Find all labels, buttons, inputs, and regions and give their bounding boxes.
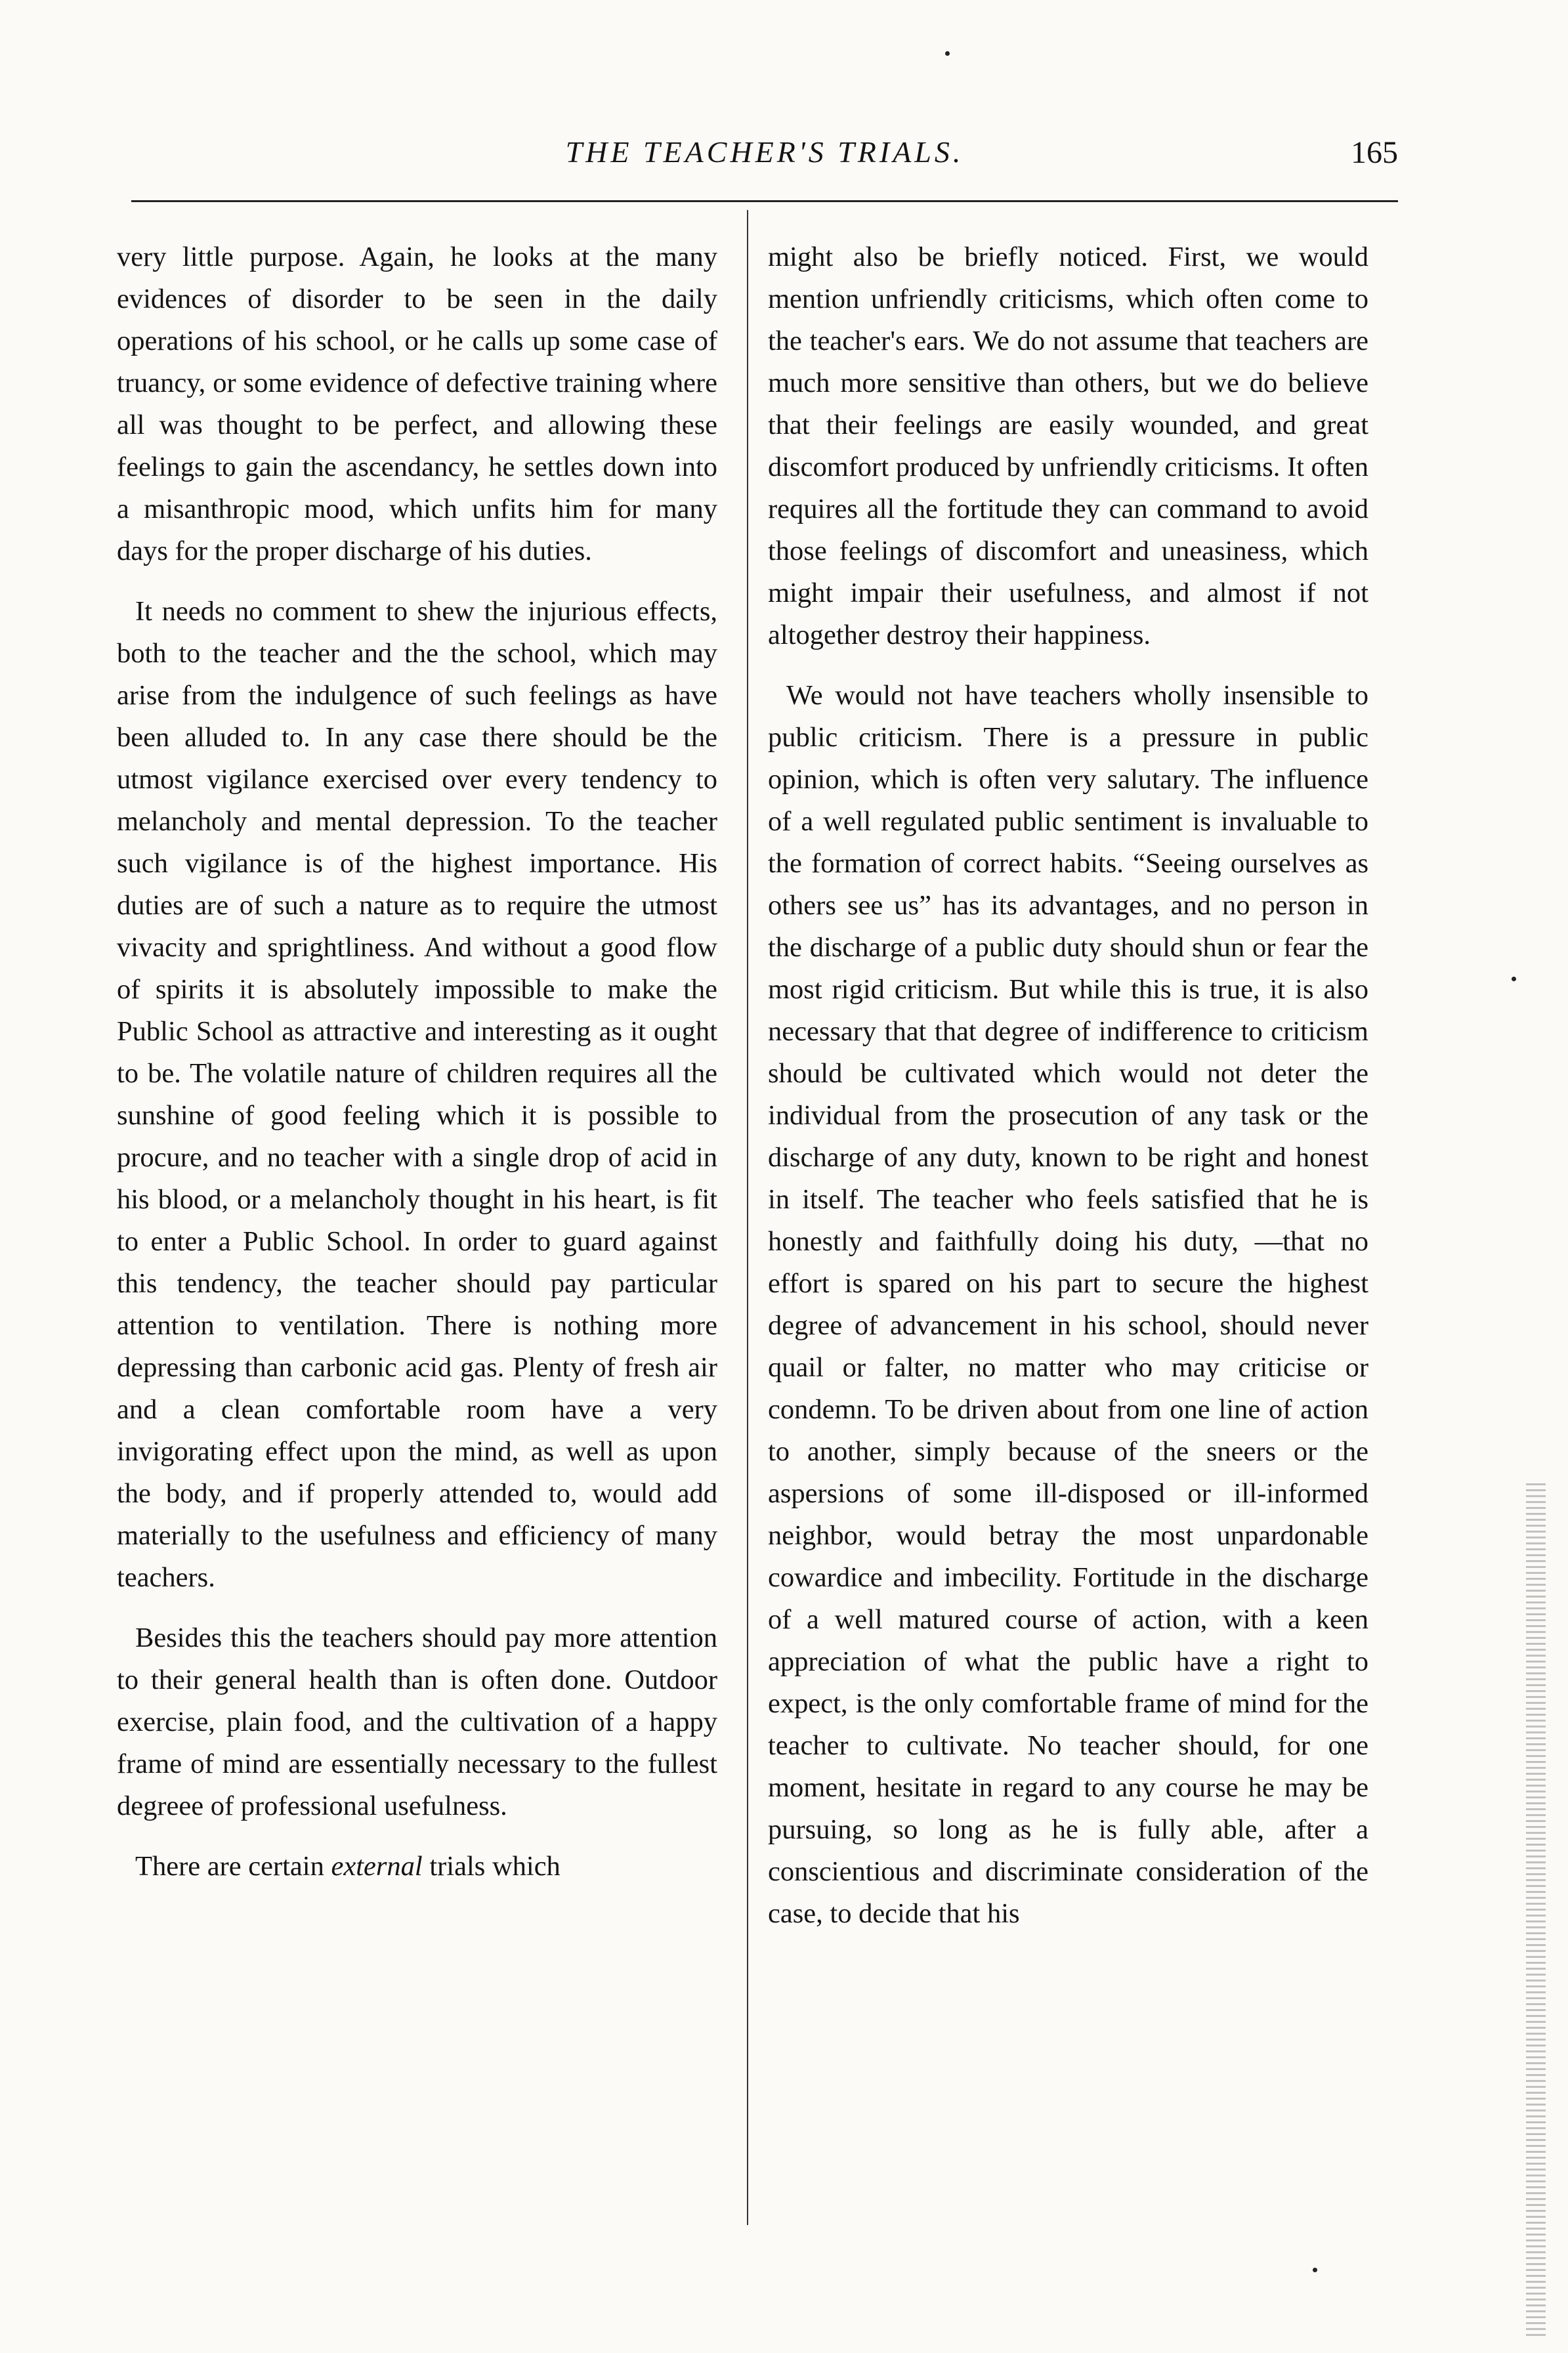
- running-header: [131, 135, 1398, 180]
- paragraph: It needs no comment to shew the injurious effects, both to the teacher and the the school, which may arise from the indulgence of such feelings as have been alluded to. In any case there should be the utmost vigilance exercised over every tendency to melancholy and mental depression. To the teacher such vigilance is of the highest importance. His duties are of such a nature as to require the utmost vivacity and sprightliness. And without a good flow of spirits it is absolutely impossible to make the Public School as attractive and interesting as it ought to be. The volatile nature of children requires all the sunshine of good feeling which it is possible to procure, and no teacher with a single drop of acid in his blood, or a melancholy thought in his heart, is fit to enter a Public School. In order to guard against this tendency, the teacher should pay particular attention to ventilation. There is nothing more depressing than carbonic acid gas. Plenty of fresh air and a clean comfortable room have a very invigorating effect upon the mind, as well as upon the body, and if properly attended to, would add materially to the usefulness and efficiency of many teachers.: [117, 596, 717, 1593]
- ink-speck: [945, 51, 950, 56]
- scan-edge-noise: [1526, 1483, 1546, 2337]
- paragraph: might also be briefly noticed. First, we would mention unfriendly criticisms, which often come to the teacher's ears. We do not assume that teachers are much more sensitive than others, but we do believe that their feelings are easily wounded, and great discomfort produced by unfriendly criticisms. It often requires all the fortitude they can command to avoid those feelings of discomfort and uneasiness, which might impair their usefulness, and almost if not altogether destroy their happiness.: [768, 242, 1368, 650]
- paragraph-end: trials which: [429, 1851, 561, 1882]
- header-rule: [131, 200, 1398, 202]
- column-divider: [747, 210, 748, 2225]
- left-column: [117, 236, 717, 2225]
- ink-speck: [1512, 977, 1516, 981]
- running-title: THE TEACHER'S TRIALS.: [565, 135, 964, 169]
- ink-speck: [1313, 2268, 1317, 2272]
- paragraph: We would not have teachers wholly insensible to public criticism. There is a pressure in public opinion, which is often very salutary. The influence of a well regulated public sentiment is invaluable to the formation of correct habits. “Seeing ourselves as others see us” has its advantages, and no person in the discharge of a public duty should shun or fear the most rigid criticism. But while this is true, it is also necessary that that degree of indifference to criticism should be cultivated which would not deter the individual from the prosecution of any task or the discharge of any duty, known to be right and honest in itself. The teacher who feels satisfied that he is honestly and faithfully doing his duty, —that no effort is spared on his part to secure the highest degree of advancement in his school, should never quail or falter, no matter who may criticise or condemn. To be driven about from one line of action to another, simply because of the sneers or the aspersions of some ill-disposed or ill-informed neighbor, would betray the most unpardonable cowardice and imbecility. Fortitude in the discharge of a well matured course of action, with a keen appreciation of what the public have a right to expect, is the only comfortable frame of mind for the teacher to cultivate. No teacher should, for one moment, hesitate in regard to any course he may be pursuing, so long as he is fully able, after a conscientious and discriminate consideration of the case, to decide that his: [768, 680, 1368, 1929]
- paragraph: Besides this the teachers should pay more attention to their general health than is often done. Outdoor exercise, plain food, and the cultivation of a happy frame of mind are essentially necessary to the fullest degreee of professional usefulness.: [117, 1622, 717, 1821]
- paragraph: [117, 1846, 717, 1888]
- page-number: 165: [1351, 135, 1398, 170]
- right-column: [768, 236, 1368, 2225]
- emphasized-word: external: [331, 1851, 423, 1882]
- paragraph-start: There are certain: [135, 1851, 324, 1882]
- paragraph: very little purpose. Again, he looks at the many evidences of disorder to be seen in the daily operations of his school, or he calls up some case of truancy, or some evidence of defective training where all was thought to be perfect, and allowing these feelings to gain the ascendancy, he settles down into a misanthropic mood, which unfits him for many days for the proper discharge of his duties.: [117, 242, 717, 566]
